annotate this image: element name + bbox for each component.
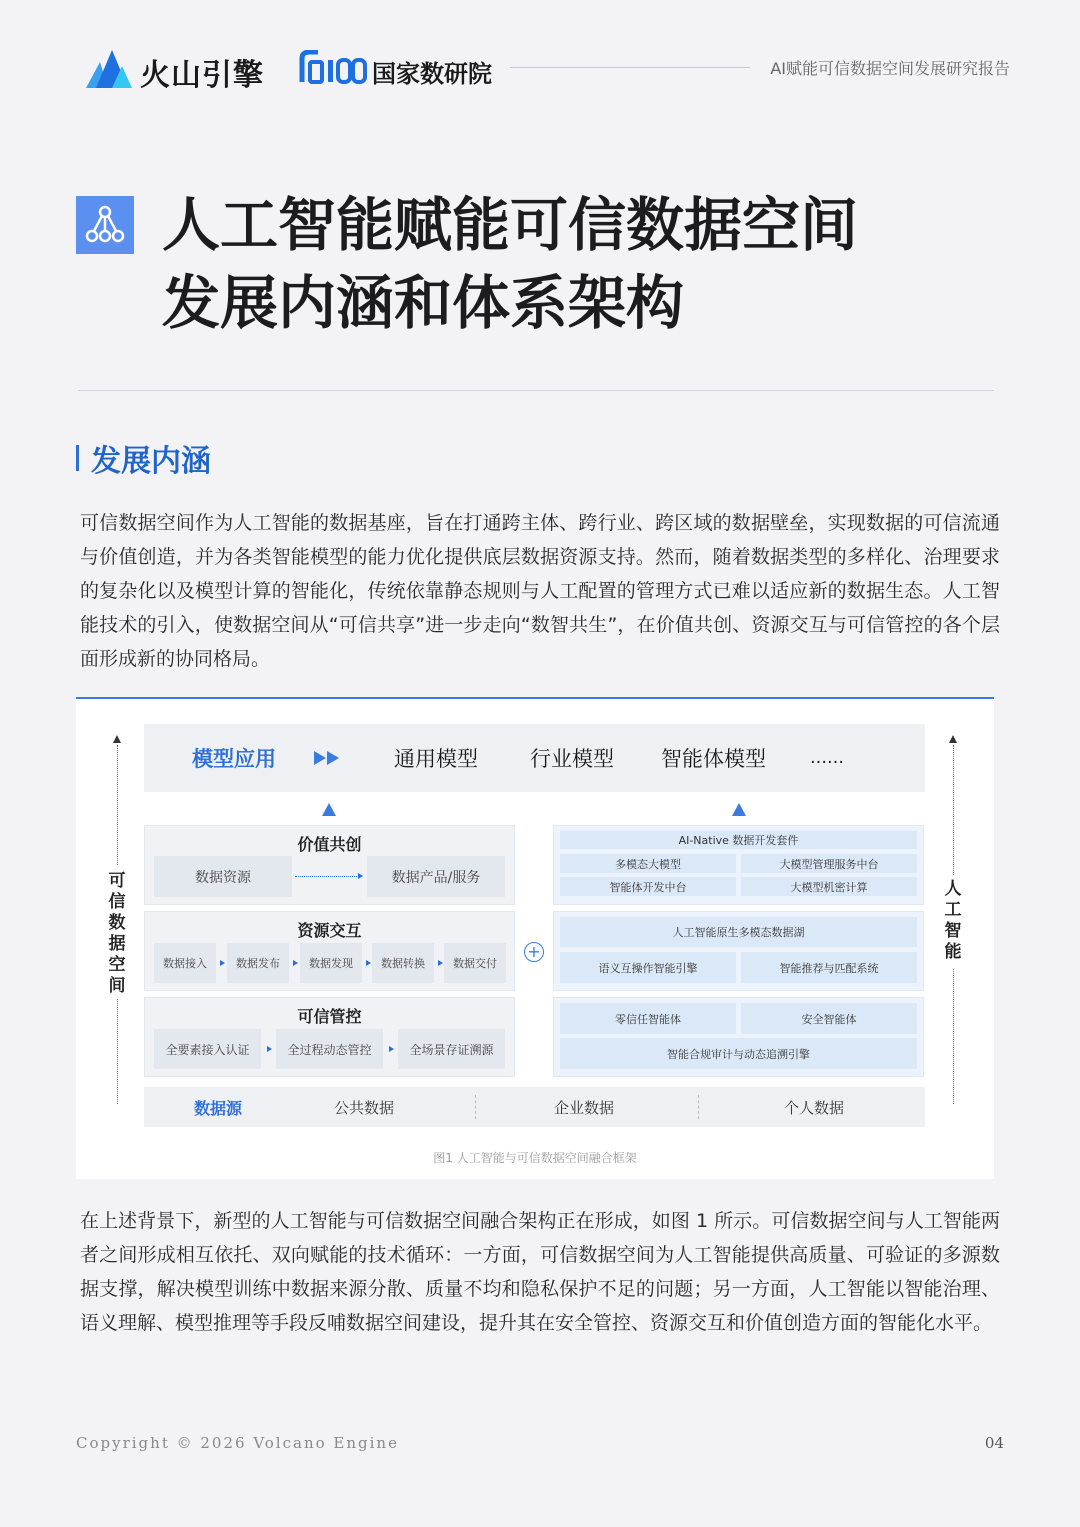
right-label-char: 智: [944, 921, 962, 941]
right-label-char: 人: [944, 879, 962, 899]
right-label-char: 工: [944, 900, 962, 920]
value-dotted-arrow-line: [295, 876, 359, 877]
data-product-cell: 数据产品/服务: [367, 856, 505, 897]
model-application-band: [144, 724, 925, 792]
framework-figure: [76, 697, 994, 1179]
data-source-label: 数据源: [194, 1099, 243, 1118]
resource-interaction-panel: [144, 911, 515, 991]
value-cocreation-panel: [144, 825, 515, 905]
right-up-triangle: [732, 803, 746, 816]
data-lake-title: 人工智能原生多模态数据湖: [560, 917, 917, 947]
title-line-1: 人工智能赋能可信数据空间: [162, 191, 859, 259]
lake-semantic-engine: 语义互操作智能引擎: [560, 952, 736, 983]
right-label-char: 能: [944, 942, 962, 962]
left-up-triangle: [322, 803, 336, 816]
step-arrow-2: [293, 960, 298, 966]
source-public: 公共数据: [334, 1099, 395, 1117]
control-trace-cell: 全场景存证溯源: [398, 1029, 505, 1069]
plus-icon: +: [524, 942, 544, 962]
brand-institute: 国家数研院: [372, 60, 492, 88]
control-arrow-1: [267, 1046, 272, 1052]
page-title: [162, 186, 858, 342]
title-line-2: 发展内涵和体系架构: [162, 269, 685, 337]
report-title: AI赋能可信数据空间发展研究报告: [770, 59, 1010, 78]
step-data-access: 数据接入: [154, 943, 216, 983]
trusted-control-title: 可信管控: [297, 1007, 362, 1026]
paragraph-2: 在上述背景下，新型的人工智能与可信数据空间融合架构正在形成，如图 1 所示。可信数据空间与人工智能两者之间形成相互依托、双向赋能的技术循环：一方面，可信数据空间为人工智能提供高质量、可验证的多源数据支撑，解决模型训练中数据来源分散、质量不均和隐私保护不足的问题；另一方面，人工智能以智能治理、语义理解、模型推理等手段反哺数据空间建设，提升其在安全管控、资源交互和价值创造方面的智能化水平。: [80, 1210, 1000, 1334]
left-label-char: 可: [108, 871, 126, 891]
source-enterprise: 企业数据: [554, 1099, 615, 1117]
step-arrow-3: [366, 960, 371, 966]
source-separator-1: [475, 1095, 476, 1119]
left-label-char: 间: [108, 976, 126, 996]
resource-interaction-title: 资源交互: [297, 921, 362, 940]
ai-native-suite-panel: [553, 825, 924, 905]
security-panel: [553, 997, 924, 1077]
left-label-char: 信: [108, 892, 126, 912]
left-dotted-line: [117, 745, 118, 865]
value-cocreation-title: 价值共创: [297, 835, 362, 854]
source-personal: 个人数据: [784, 1099, 845, 1117]
step-arrow-1: [220, 960, 225, 966]
model-general: 通用模型: [394, 747, 478, 771]
header-divider: [510, 67, 750, 68]
source-separator-2: [698, 1095, 699, 1119]
value-arrow-head: [358, 873, 363, 879]
data-lake-panel: [553, 911, 924, 991]
control-arrow-2: [389, 1046, 394, 1052]
step-data-discover: 数据发现: [300, 943, 362, 983]
security-agent: 安全智能体: [741, 1003, 917, 1034]
left-up-arrow: [113, 735, 121, 743]
left-label-char: 数: [108, 913, 126, 933]
title-icon-box: [76, 196, 134, 254]
footer-copyright: Copyright © 2026 Volcano Engine: [76, 1434, 399, 1452]
lake-recommend-system: 智能推荐与匹配系统: [741, 952, 917, 983]
model-application-label: 模型应用: [192, 747, 276, 771]
suite-model-service: 大模型管理服务中台: [741, 854, 917, 873]
left-dotted-line-lower: [117, 999, 118, 1104]
brand-volcano: 火山引擎: [140, 58, 264, 93]
left-side-label: [106, 871, 128, 997]
data-resource-cell: 数据资源: [154, 856, 292, 897]
title-divider: [78, 390, 994, 391]
step-data-deliver: 数据交付: [444, 943, 506, 983]
right-up-arrow: [949, 735, 957, 743]
data-source-band: [144, 1087, 925, 1127]
f100-logo-icon: [298, 50, 368, 86]
suite-multimodal-model: 多模态大模型: [560, 854, 736, 873]
left-label-char: 据: [108, 934, 126, 954]
section-heading: [76, 440, 211, 479]
security-compliance-engine: 智能合规审计与动态追溯引擎: [560, 1038, 917, 1069]
step-data-transform: 数据转换: [372, 943, 434, 983]
ai-native-suite-title: AI-Native 数据开发套件: [560, 831, 917, 849]
security-zero-trust: 零信任智能体: [560, 1003, 736, 1034]
model-more: ……: [810, 748, 844, 768]
control-auth-cell: 全要素接入认证: [154, 1029, 261, 1069]
model-agent: 智能体模型: [661, 747, 766, 771]
footer-page-number: 04: [984, 1434, 1004, 1452]
right-side-label: [942, 879, 964, 963]
page-header: [80, 40, 1010, 96]
figure-caption: 图1 人工智能与可信数据空间融合框架: [433, 1151, 637, 1165]
section-title: 发展内涵: [91, 444, 211, 479]
model-industry: 行业模型: [530, 747, 614, 771]
right-dotted-line: [953, 745, 954, 875]
suite-agent-platform: 智能体开发中台: [560, 877, 736, 896]
right-dotted-line-lower: [953, 969, 954, 1104]
suite-confidential-compute: 大模型机密计算: [741, 877, 917, 896]
fast-forward-icon: [314, 751, 342, 765]
step-data-publish: 数据发布: [227, 943, 289, 983]
mountain-logo-icon: [86, 48, 132, 88]
left-label-char: 空: [108, 955, 126, 975]
trusted-control-panel: [144, 997, 515, 1077]
network-nodes-icon: [76, 196, 134, 254]
paragraph-1: 可信数据空间作为人工智能的数据基座，旨在打通跨主体、跨行业、跨区域的数据壁垒，实现数据的可信流通与价值创造，并为各类智能模型的能力优化提供底层数据资源支持。然而，随着数据类型的多样化、治理要求的复杂化以及模型计算的智能化，传统依靠静态规则与人工配置的管理方式已难以适应新的数据生态。人工智能技术的引入，使数据空间从“可信共享”进一步走向“数智共生”，在价值共创、资源交互与可信管控的各个层面形成新的协同格局。: [80, 512, 1000, 670]
section-bar: [76, 445, 79, 471]
control-dynamic-cell: 全过程动态管控: [276, 1029, 383, 1069]
step-arrow-4: [438, 960, 443, 966]
